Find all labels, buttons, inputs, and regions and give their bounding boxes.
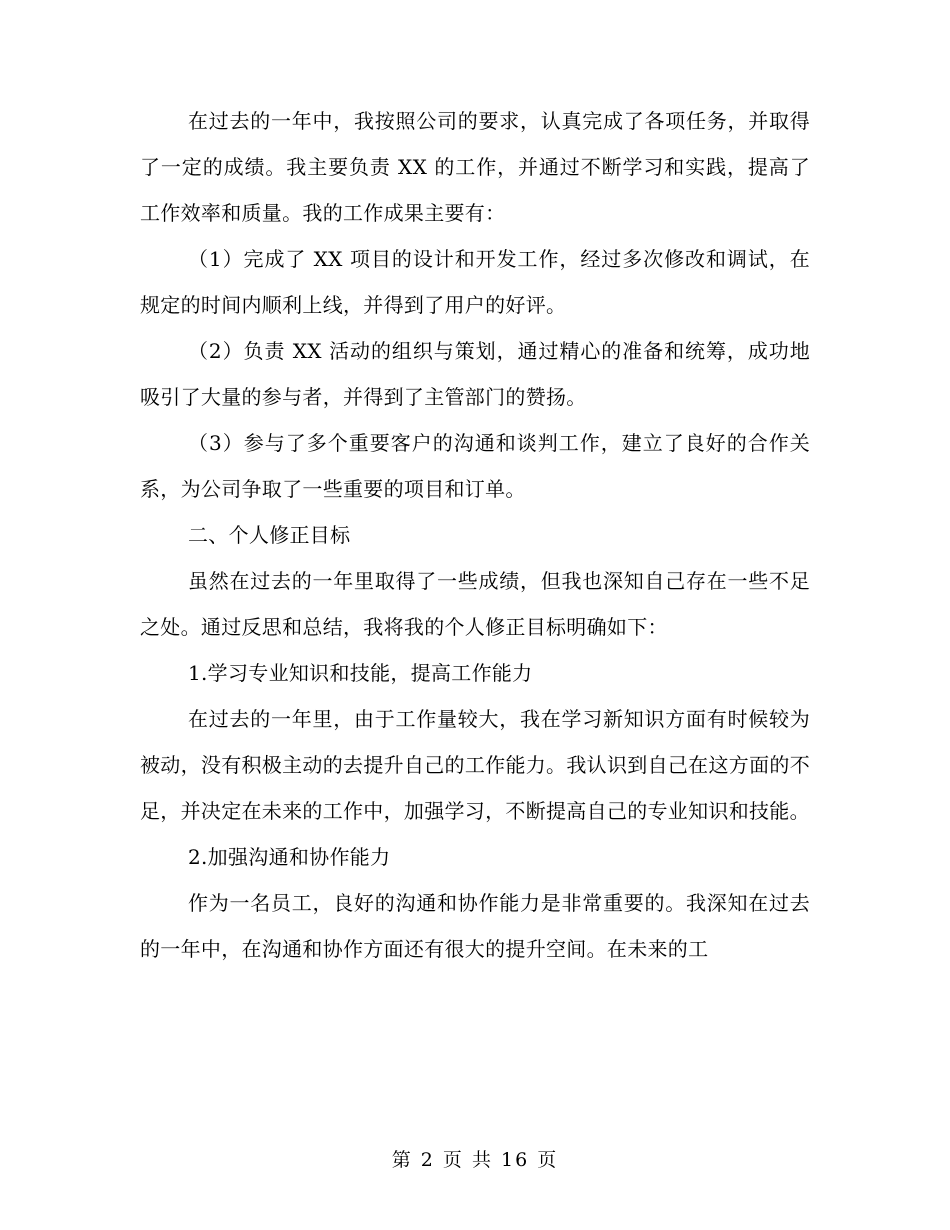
subheading-goal-2: 2.加强沟通和协作能力 — [188, 845, 391, 869]
document-body — [140, 98, 810, 972]
paragraph-achievement-2: （2）负责 XX 活动的组织与策划，通过精心的准备和统筹，成功地吸引了大量的参与者，并得到了主管部门的赞扬。 — [140, 339, 810, 409]
paragraph-achievement-1: （1）完成了 XX 项目的设计和开发工作，经过多次修改和调试，在规定的时间内顺利上线，并得到了用户的好评。 — [140, 247, 810, 317]
subheading-goal-1: 1.学习专业知识和技能，提高工作能力 — [188, 661, 533, 685]
paragraph-goal-2-body: 作为一名员工，良好的沟通和协作能力是非常重要的。我深知在过去的一年中，在沟通和协作方面还有很大的提升空间。在未来的工 — [140, 891, 810, 961]
paragraph-achievements-intro: 在过去的一年中，我按照公司的要求，认真完成了各项任务，并取得了一定的成绩。我主要负责 XX 的工作，并通过不断学习和实践，提高了工作效率和质量。我的工作成果主要有： — [140, 109, 810, 225]
paragraph-achievement-3: （3）参与了多个重要客户的沟通和谈判工作，建立了良好的合作关系，为公司争取了一些重要的项目和订单。 — [140, 431, 810, 501]
page-number-footer: 第 2 页 共 16 页 — [391, 1149, 559, 1171]
paragraph-goal-1-body: 在过去的一年里，由于工作量较大，我在学习新知识方面有时候较为被动，没有积极主动的去提升自己的工作能力。我认识到自己在这方面的不足，并决定在未来的工作中，加强学习，不断提高自己的专业知识和技能。 — [140, 707, 810, 823]
section-heading-goals: 二、个人修正目标 — [188, 523, 351, 547]
paragraph-goals-intro: 虽然在过去的一年里取得了一些成绩，但我也深知自己存在一些不足之处。通过反思和总结，我将我的个人修正目标明确如下： — [140, 569, 810, 639]
